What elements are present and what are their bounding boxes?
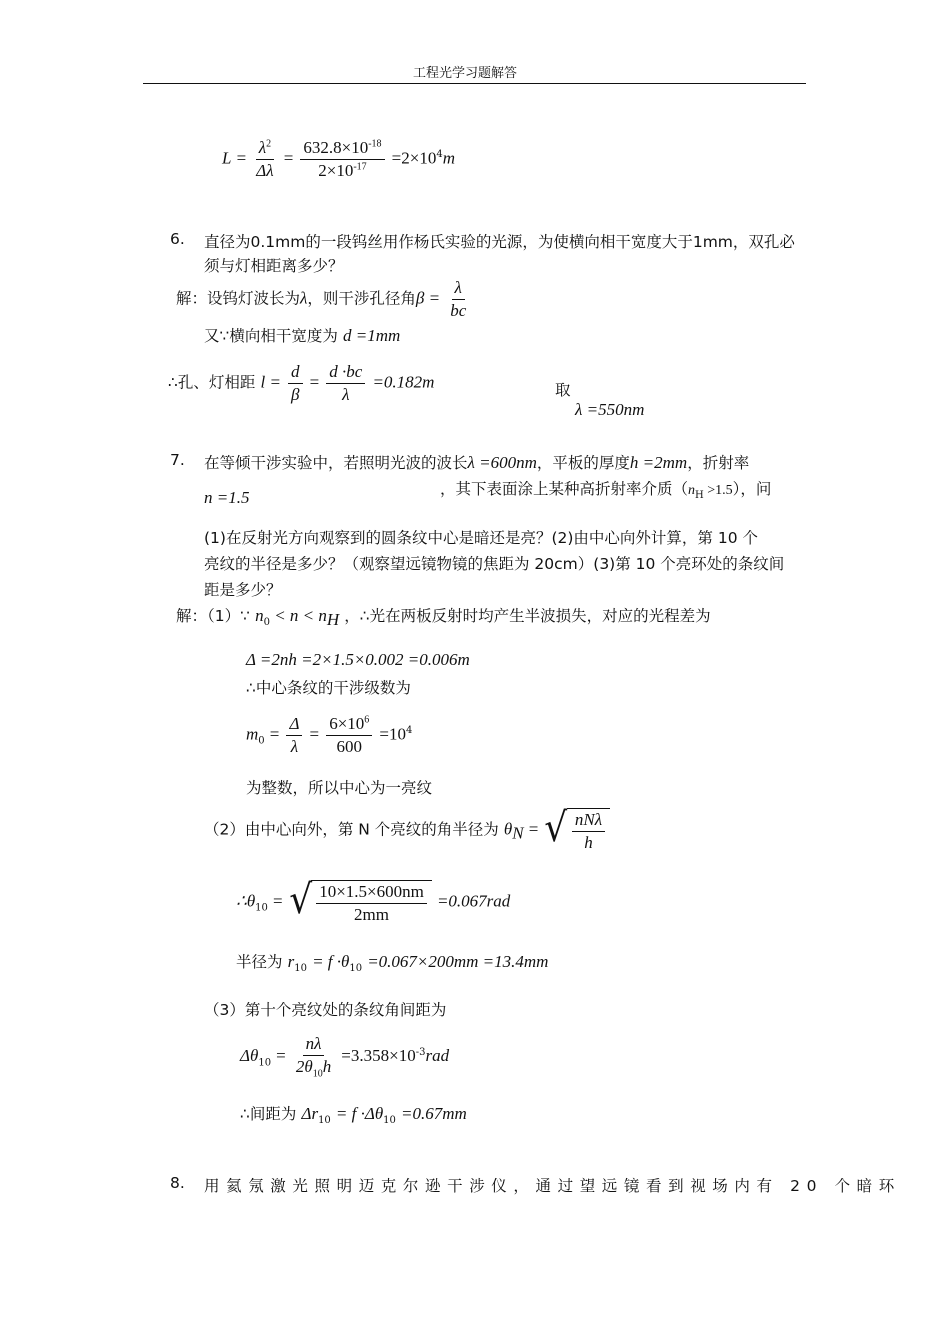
q7-question-line5: 距是多少？ [204,581,282,599]
q7-path-difference: Δ =2nh =2×1.5×0.002 =0.006m [246,650,470,669]
q7-angular-spacing-equation: $\Delta\theta_{10}$ = $\frac{n\lambda}{2\theta_{10}h}$ $=3.358\times 10^{-3}rad$ [240,1034,450,1079]
q8-question-line1: 用氦氖激光照明迈克尔逊干涉仪，通过望远镜看到视场内有 20 个暗环 [204,1177,901,1195]
page-header: 工程光学习题解答 [413,66,518,81]
q6-number: 6. [170,230,185,248]
q7-center-order-equation: $m_0$ = $\frac{\Delta}{\lambda}$ = $\frac{6\times 10^6}{600}$ $=10^4$ [246,714,413,756]
q7-question-line2: ，其下表面涂上某种高折射率介质$(n_H >1.5)$，问 [440,480,772,502]
q6-question-line1: 直径为0.1mm的一段钨丝用作杨氏实验的光源，为使横向相干宽度大于1mm，双孔必 [204,233,795,251]
equation-coherence-length: L = $\frac{\lambda^2}{\Delta\lambda}$ = $\frac{632.8\times 10^{-18}}{2\times 10^{-17}}$ $=2\times 10^4m$ [222,138,455,180]
header-rule [143,83,806,84]
q7-question-line4: 亮纹的半径是多少？（观察望远镜物镜的焦距为 20cm）(3)第 10 个亮环处的条纹间 [204,555,785,573]
q7-solution-part2: （2）由中心向外，第 N 个亮纹的角半径为 $\theta_N$ = √ $\frac{\text{nNλ}}{h}$ [204,808,610,852]
q7-refractive-index: n =1.5 [204,488,250,507]
q7-radius-equation: 半径为 $r_{10} = f \cdot\theta_{10} =0.067\times 200mm =13.4mm$ [236,952,549,975]
q7-question-line1: 在等倾干涉实验中，若照明光波的波长λ =600nm，平板的厚度h =2mm，折射率 [204,453,750,472]
q6-solution-line1: 解：设钨灯波长为λ，则干涉孔径角β = $\frac{\lambda}{bc}$ [176,278,467,320]
q6-solution-line3: ∴孔、灯相距 l = $\frac{d}{\beta}$ = $\frac{d \cdot bc}{\lambda}$ =0.182m [168,362,435,404]
q7-spacing-equation: ∴间距为 $\Delta r_{10} = f \cdot\Delta\theta_{10} =0.67mm$ [240,1104,467,1127]
q7-question-line3: (1)在反射光方向观察到的圆条纹中心是暗还是亮？(2)由中心向外计算，第 10 个 [204,529,758,547]
q7-number: 7. [170,451,185,469]
q7-integer-conclusion: 为整数，所以中心为一亮纹 [246,779,433,797]
q7-theta10-equation: $\therefore\theta_{10}$ = √ $\frac{10\times 1.5\times 600nm}{2mm}$ =0.067rad [236,877,511,924]
q7-solution-part1: 解：（1）∵ $n_0 < n < n_H$ ，∴光在两板反射时均产生半波损失，对应的光程差为 [176,606,711,630]
q7-center-order-text: ∴中心条纹的干涉级数为 [246,679,411,697]
q6-question-line2: 须与灯相距离多少？ [204,257,344,275]
q6-take-wavelength: 取 λ =550nm [555,381,645,419]
q6-solution-line2: 又∵横向相干宽度为 d =1mm [204,326,401,345]
q7-solution-part3: （3）第十个亮纹处的条纹角间距为 [204,1001,447,1019]
q8-number: 8. [170,1174,185,1192]
